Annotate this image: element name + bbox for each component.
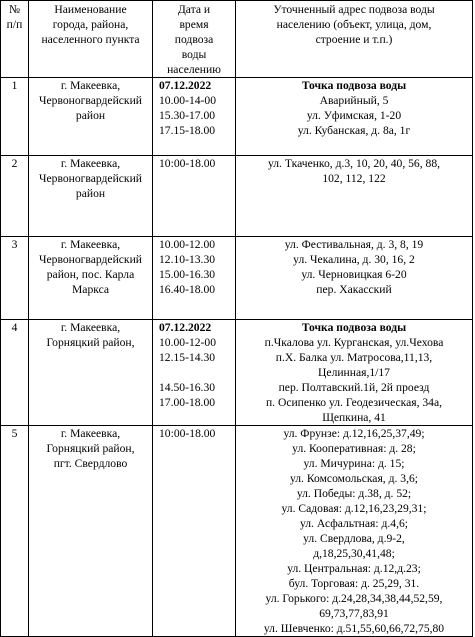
address-line: ул. Шевченко: д.51,55,60,66,72,75,80	[263, 622, 445, 635]
header-date-line: Дата и	[177, 3, 211, 16]
time-line: 12.15-14.30	[159, 351, 216, 364]
address-line: п. Осипенко ул. Геодезическая, 34а,	[265, 396, 443, 409]
address-line: ул. Чекалина, д. 30, 16, 2	[293, 253, 415, 266]
address-line: ул. Свердлова, д.9-2,	[303, 532, 405, 545]
location-line: район	[75, 109, 106, 122]
time-line: 17.00-18.00	[159, 396, 216, 409]
address-line: ул. Мичурина: д. 15;	[303, 457, 405, 470]
spacer	[159, 365, 233, 380]
row-num: 2	[1, 156, 29, 237]
header-name-line: города, района,	[52, 18, 129, 31]
location-line: г. Макеевка,	[60, 157, 121, 170]
row-datetime	[153, 156, 236, 237]
header-name-line: населенного пункта	[41, 33, 140, 46]
row-address	[236, 237, 473, 320]
address-line: ул. Фрунзе: д.12,16,25,37,49;	[283, 427, 425, 440]
time-line: 15.30-17.00	[159, 109, 216, 122]
location-line: Червоногвардейский	[39, 94, 142, 107]
location-line: Червоногвардейский	[39, 172, 142, 185]
time-line: 16.40-18.00	[159, 283, 216, 296]
address-line: ул. Кубанская, д. 8а, 1г	[297, 124, 411, 137]
location-line: г. Макеевка,	[60, 238, 121, 251]
row-location	[29, 320, 153, 426]
address-line: д,18,25,30,41,48;	[313, 547, 395, 560]
location-line: Горняцкий район,	[46, 336, 135, 349]
address-line: ул. Горького: д.24,28,34,38,44,52,59,	[265, 592, 443, 605]
table-row	[1, 426, 473, 637]
address-line: Целинная,1/17	[318, 366, 390, 379]
time-line: 14.50-16.30	[159, 381, 216, 394]
address-line: пер. Хакасский	[316, 283, 392, 296]
row-address	[236, 320, 473, 426]
location-line: Маркса	[71, 283, 110, 296]
header-address-line: строение и т.п.)	[315, 33, 393, 46]
table-row	[1, 78, 473, 156]
table-row	[1, 320, 473, 426]
location-line: пгт. Свердлово	[53, 457, 128, 470]
table-row	[1, 237, 473, 320]
table-row	[1, 156, 473, 237]
address-line: бул. Торговая: д. 25,29, 31.	[288, 577, 420, 590]
address-line: ул. Фестивальная, д. 3, 8, 19	[284, 238, 424, 251]
header-num	[1, 1, 29, 78]
header-address-line: населению (объект, улица, дом,	[276, 18, 432, 31]
address-line: ул. Центральная: д.12,д.23;	[287, 562, 421, 575]
row-location	[29, 426, 153, 637]
address-line: п.Х. Балка ул. Матросова,11,13,	[275, 351, 433, 364]
header-date-line: населению	[167, 63, 221, 76]
row-address	[236, 426, 473, 637]
row-num: 4	[1, 320, 29, 426]
address-line: ул. Комсомольская, д. 3,6;	[289, 472, 418, 485]
row-num: 1	[1, 78, 29, 156]
date-line: 07.12.2022	[159, 79, 212, 92]
time-line: 10:00-18.00	[159, 157, 216, 170]
address-line: Аварийный, 5	[319, 94, 389, 107]
time-line: 10.00-12.00	[159, 238, 216, 251]
address-line: 102, 112, 122	[322, 172, 386, 185]
row-address	[236, 156, 473, 237]
address-line: 69,73,77,83,91	[319, 607, 389, 620]
location-line: г. Макеевка,	[60, 321, 121, 334]
location-line: район	[75, 187, 106, 200]
address-line: пер. Полтавский.1й, 2й проезд	[278, 381, 430, 394]
row-datetime	[153, 426, 236, 637]
address-line: ул. Кооперативная: д. 28;	[292, 442, 416, 455]
date-line: 07.12.2022	[159, 321, 212, 334]
address-line: ул. Садовая: д.12,16,23,29,31;	[281, 502, 427, 515]
header-row	[1, 1, 473, 78]
address-line: ул. Победы: д.38, д. 52;	[296, 487, 412, 500]
header-address-line: Уточненный адрес подвоза воды	[273, 3, 435, 16]
row-datetime	[153, 320, 236, 426]
address-line: п.Чкалова ул. Курганская, ул.Чехова	[264, 336, 444, 349]
address-line: ул. Уфимская, 1-20	[306, 109, 402, 122]
time-line: 17.15-18.00	[159, 124, 216, 137]
location-line: Червоногвардейский	[39, 253, 142, 266]
address-line: ул. Черновицкая 6-20	[301, 268, 407, 281]
header-date-line: время	[179, 18, 209, 31]
time-line: 10.00-14-00	[159, 94, 216, 107]
location-line: г. Макеевка,	[60, 79, 121, 92]
header-date	[153, 1, 236, 78]
row-datetime	[153, 78, 236, 156]
address-heading: Точка подвоза воды	[301, 79, 407, 92]
header-address	[236, 1, 473, 78]
header-date-line: воды	[181, 48, 207, 61]
time-line: 15.00-16.30	[159, 268, 216, 281]
address-line: Щепкина, 41	[322, 411, 386, 424]
address-heading: Точка подвоза воды	[301, 321, 407, 334]
row-num: 5	[1, 426, 29, 637]
header-name	[29, 1, 153, 78]
time-line: 12.10-13.30	[159, 253, 216, 266]
location-line: Горняцкий район,	[46, 442, 135, 455]
header-date-line: подвоза	[174, 33, 214, 46]
row-location	[29, 156, 153, 237]
location-line: район, пос. Карла	[46, 268, 135, 281]
row-address	[236, 78, 473, 156]
time-line: 10:00-18.00	[159, 427, 216, 440]
address-line: ул. Асфальтная: д.4,6;	[299, 517, 408, 530]
location-line: г. Макеевка,	[60, 427, 121, 440]
header-name-line: Наименование	[54, 3, 127, 16]
row-location	[29, 78, 153, 156]
row-num: 3	[1, 237, 29, 320]
row-location	[29, 237, 153, 320]
header-num-line: №	[8, 3, 21, 16]
row-datetime	[153, 237, 236, 320]
address-line: ул. Ткаченко, д.3, 10, 20, 40, 56, 88,	[267, 157, 441, 170]
time-line: 10.00-12-00	[159, 336, 216, 349]
header-num-line: п/п	[6, 18, 23, 31]
